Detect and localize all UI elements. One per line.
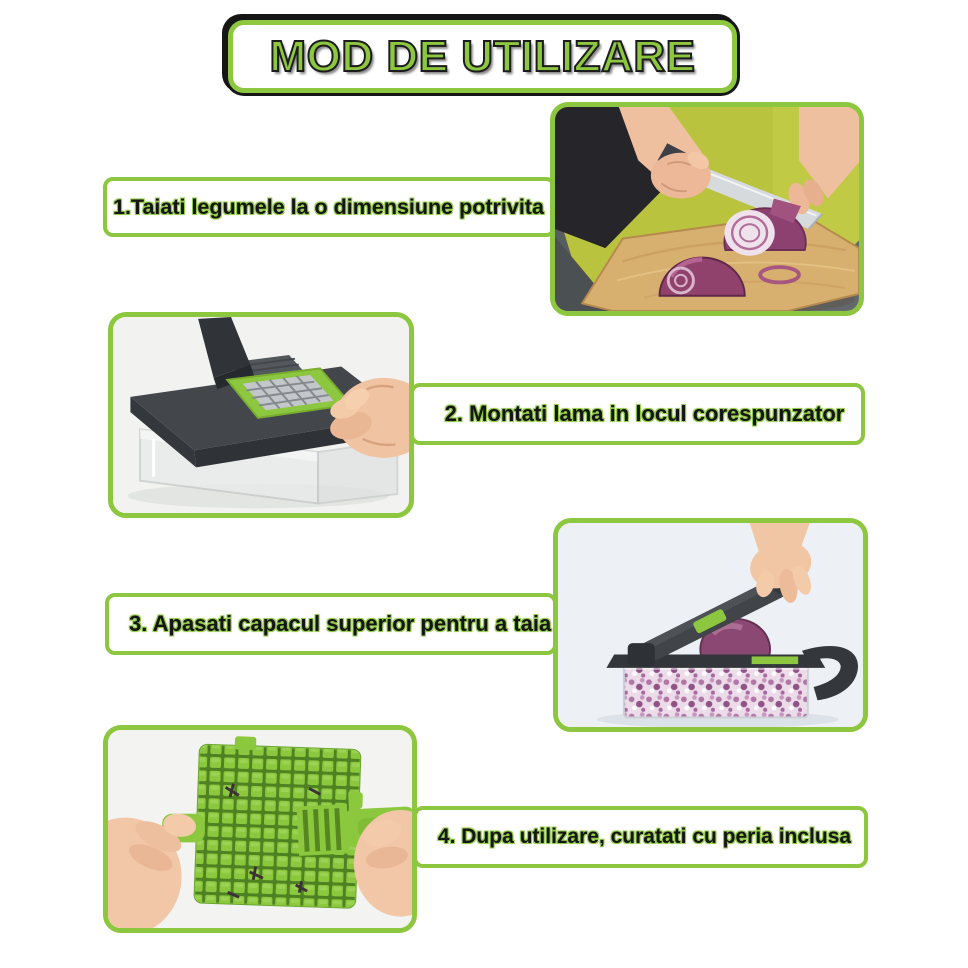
step-3-photo <box>553 518 868 732</box>
onion-cutting-illustration <box>555 107 859 311</box>
step-2-label <box>410 383 865 445</box>
step-1-photo <box>550 102 864 316</box>
step-4-label <box>413 806 868 868</box>
step-3-label-text: 3. Apasati capacul superior pentru a taia <box>129 611 552 636</box>
step-1-label-text: 1.Taiati legumele la o dimensiune potrivita <box>113 194 544 219</box>
step-2-photo <box>108 312 414 518</box>
lid-pressing-illustration <box>558 523 863 727</box>
blade-mounting-illustration <box>113 317 409 513</box>
grid-cleaning-illustration <box>108 730 412 928</box>
step-1-label <box>103 177 556 237</box>
title-banner <box>228 20 737 93</box>
step-3-label <box>105 593 557 655</box>
step-2-label-text: 2. Montati lama in locul corespunzator <box>444 401 845 426</box>
step-4-photo <box>103 725 417 933</box>
page-title: MOD DE UTILIZARE <box>269 31 696 81</box>
step-4-label-text: 4. Dupa utilizare, curatati cu peria inclusa <box>437 825 852 848</box>
